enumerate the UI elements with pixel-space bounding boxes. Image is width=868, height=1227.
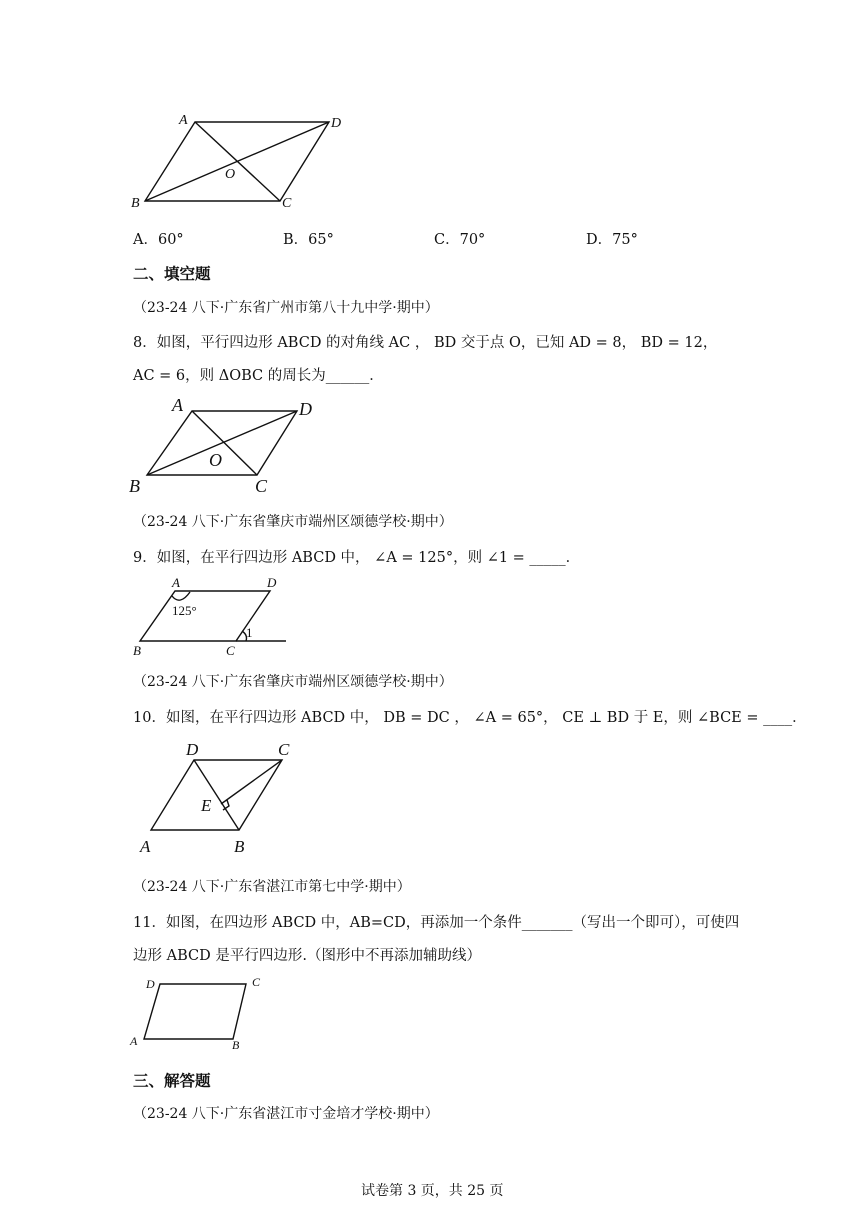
q7-diagonal-bd <box>145 122 329 201</box>
q8-text-line1: 8．如图，平行四边形 ABCD 的对角线 AC ， BD 交于点 O，已知 AD = 8， BD = 12， <box>133 335 718 351</box>
q7-option-d: D．75° <box>586 232 638 248</box>
q10-source: （23-24 八下·广东省肇庆市端州区颂德学校·期中） <box>133 674 453 690</box>
section-2-title: 二、填空题 <box>133 264 211 283</box>
q11-text-line1: 11．如图，在四边形 ABCD 中，AB=CD，再添加一个条件_______（写出一个即可），可使四 <box>133 915 740 931</box>
q9-angle-label: 125° <box>172 603 197 618</box>
q9-label-b: B <box>133 643 141 658</box>
section-3-title: 三、解答题 <box>133 1071 211 1090</box>
q10-parallelogram-figure <box>130 735 305 860</box>
q10-label-c: C <box>278 740 290 759</box>
q11-quadrilateral-figure <box>128 972 268 1054</box>
q11-label-b: B <box>232 1038 240 1052</box>
q9-label-a: A <box>172 575 180 590</box>
q11-label-a: A <box>130 1034 138 1048</box>
q7-parallelogram-figure <box>125 108 355 218</box>
q7-label-c: C <box>282 196 292 211</box>
q8-text-line2: AC = 6，则 ΔOBC 的周长为______． <box>133 368 384 384</box>
q8-label-c: C <box>255 476 268 496</box>
q8-source: （23-24 八下·广东省广州市第八十九中学·期中） <box>133 300 439 316</box>
q10-diagonal-db <box>194 760 239 830</box>
page-footer: 试卷第 3 页，共 25 页 <box>361 1183 504 1199</box>
q9-label-1: 1 <box>246 625 253 640</box>
q7-option-b: B．65° <box>283 232 334 248</box>
q8-label-b: B <box>129 476 140 496</box>
q8-label-a: A <box>172 395 183 415</box>
q7-option-c: C．70° <box>434 232 486 248</box>
q7-label-o: O <box>225 167 236 182</box>
q11-label-c: C <box>252 975 261 989</box>
q10-label-d: D <box>186 740 199 759</box>
q9-angle-a-arc <box>172 592 190 600</box>
q8-label-o: O <box>209 450 222 470</box>
q10-label-b: B <box>234 837 245 856</box>
q12-source: （23-24 八下·广东省湛江市寸金培才学校·期中） <box>133 1106 439 1122</box>
q11-text-line2: 边形 ABCD 是平行四边形.（图形中不再添加辅助线） <box>133 948 481 964</box>
q7-label-b: B <box>131 196 140 211</box>
q9-text-line1: 9．如图，在平行四边形 ABCD 中， ∠A = 125°，则 ∠1 = _____． <box>133 550 581 566</box>
q7-label-d: D <box>331 116 342 131</box>
q8-label-d: D <box>299 399 312 419</box>
q9-label-c: C <box>226 643 235 658</box>
q7-label-a: A <box>179 113 188 128</box>
q9-label-d: D <box>267 575 277 590</box>
q9-parallelogram-figure <box>128 573 293 661</box>
q10-text-line1: 10．如图，在平行四边形 ABCD 中， DB = DC ， ∠A = 65°， CE ⊥ BD 于 E，则 ∠BCE = ____． <box>133 710 807 726</box>
q8-diagonal-ac <box>192 411 257 475</box>
q11-source: （23-24 八下·广东省湛江市第七中学·期中） <box>133 879 411 895</box>
q11-label-d: D <box>146 977 155 991</box>
q10-label-a: A <box>140 837 151 856</box>
q7-option-a: A．60° <box>133 232 184 248</box>
q9-source: （23-24 八下·广东省肇庆市端州区颂德学校·期中） <box>133 514 453 530</box>
q10-label-e: E <box>201 796 212 815</box>
q10-perpendicular-ce <box>221 760 282 804</box>
q8-parallelogram-figure <box>125 393 325 498</box>
q11-quadrilateral <box>144 984 246 1039</box>
